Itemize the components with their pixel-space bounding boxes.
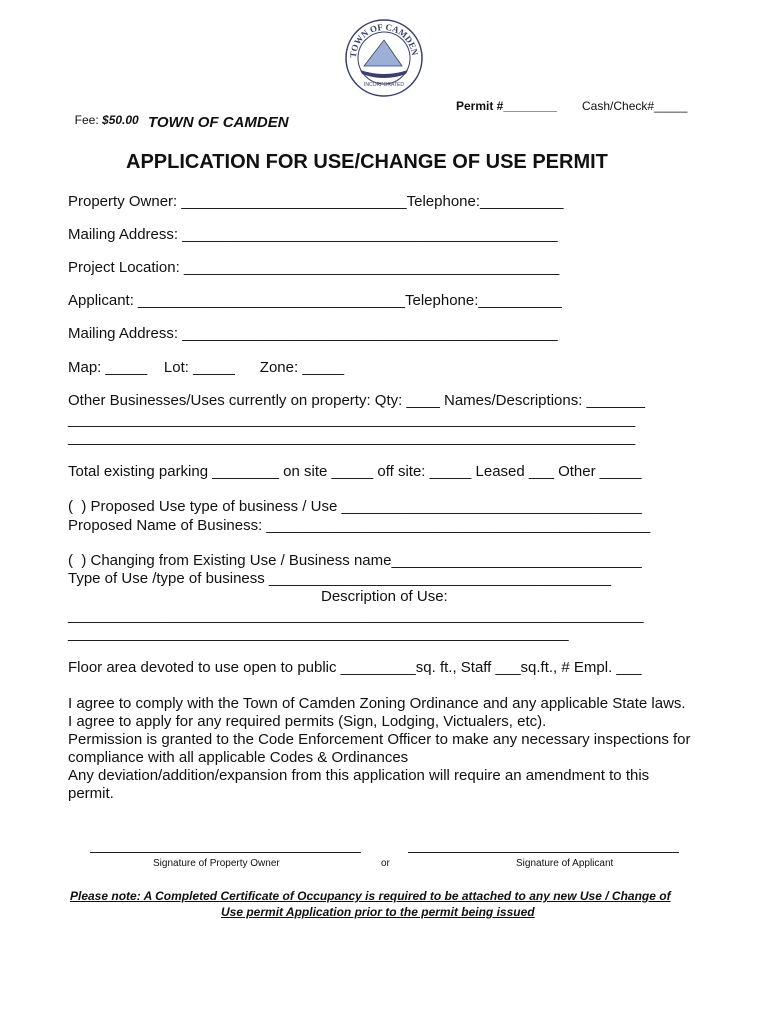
applicant-signature-label: Signature of Applicant bbox=[516, 858, 614, 869]
town-seal-logo bbox=[344, 18, 424, 98]
applicant-signature-line[interactable] bbox=[408, 852, 679, 853]
applicant-mailing-address-field[interactable]: Mailing Address: _____________________________________________ bbox=[68, 325, 558, 342]
type-of-use-field[interactable]: Type of Use /type of business _________________________________________ bbox=[68, 570, 611, 587]
description-line[interactable]: ____________________________________________________________ bbox=[68, 625, 569, 642]
note-line: Use permit Application prior to the permit being issued bbox=[221, 905, 535, 919]
fee-label: Fee: bbox=[74, 113, 103, 127]
or-label: or bbox=[381, 858, 390, 869]
fee-value: $50.00 bbox=[102, 113, 139, 127]
fee-line bbox=[68, 99, 139, 127]
floor-area-field[interactable]: Floor area devoted to use open to public _________sq. ft., Staff ___sq.ft., # Empl. ___ bbox=[68, 659, 642, 676]
mailing-address-field[interactable]: Mailing Address: _____________________________________________ bbox=[68, 226, 558, 243]
deviation-text: permit. bbox=[68, 785, 114, 802]
agreement-text: I agree to apply for any required permits (Sign, Lodging, Victualers, etc). bbox=[68, 713, 547, 730]
parking-field[interactable]: Total existing parking ________ on site _____ off site: _____ Leased ___ Other _____ bbox=[68, 463, 642, 480]
project-location-field[interactable]: Project Location: _____________________________________________ bbox=[68, 259, 560, 276]
permission-text: Permission is granted to the Code Enforcement Officer to make any necessary inspections for bbox=[68, 731, 691, 748]
svg-text:TOWN OF CAMDEN: TOWN OF CAMDEN bbox=[347, 21, 420, 59]
deviation-text: Any deviation/addition/expansion from this application will require an amendment to this bbox=[68, 767, 650, 784]
property-owner-field[interactable]: Property Owner: ___________________________Telephone:__________ bbox=[68, 193, 564, 210]
cash-check-field[interactable]: Cash/Check#_____ bbox=[582, 99, 688, 113]
owner-signature-line[interactable] bbox=[90, 852, 361, 853]
changing-from-field[interactable]: ( ) Changing from Existing Use / Business name______________________________ bbox=[68, 552, 642, 569]
other-businesses-field[interactable]: Other Businesses/Uses currently on property: Qty: ____ Names/Descriptions: _______ bbox=[68, 392, 645, 409]
map-lot-zone-field[interactable]: Map: _____ Lot: _____ Zone: _____ bbox=[68, 359, 345, 376]
town-name: TOWN OF CAMDEN bbox=[148, 114, 289, 131]
description-label: Description of Use: bbox=[321, 588, 448, 605]
agreement-text: I agree to comply with the Town of Camden Zoning Ordinance and any applicable State laws. bbox=[68, 695, 686, 712]
other-businesses-line[interactable]: ____________________________________________________________________ bbox=[68, 411, 636, 428]
proposed-name-field[interactable]: Proposed Name of Business: ______________________________________________ bbox=[68, 517, 651, 534]
proposed-use-field[interactable]: ( ) Proposed Use type of business / Use ____________________________________ bbox=[68, 498, 642, 515]
note-line: Please note: A Completed Certificate of Occupancy is required to be attached to any new Use / Change of bbox=[70, 889, 671, 903]
applicant-field[interactable]: Applicant: ________________________________Telephone:__________ bbox=[68, 292, 562, 309]
svg-text:INCORPORATED: INCORPORATED bbox=[364, 82, 404, 88]
form-title: APPLICATION FOR USE/CHANGE OF USE PERMIT bbox=[126, 151, 608, 173]
permission-text: compliance with all applicable Codes & Ordinances bbox=[68, 749, 409, 766]
owner-signature-label: Signature of Property Owner bbox=[153, 858, 280, 869]
description-line[interactable]: _____________________________________________________________________ bbox=[68, 607, 644, 624]
other-businesses-line[interactable]: ____________________________________________________________________ bbox=[68, 429, 636, 446]
permit-number-field[interactable]: Permit #________ bbox=[456, 99, 557, 113]
